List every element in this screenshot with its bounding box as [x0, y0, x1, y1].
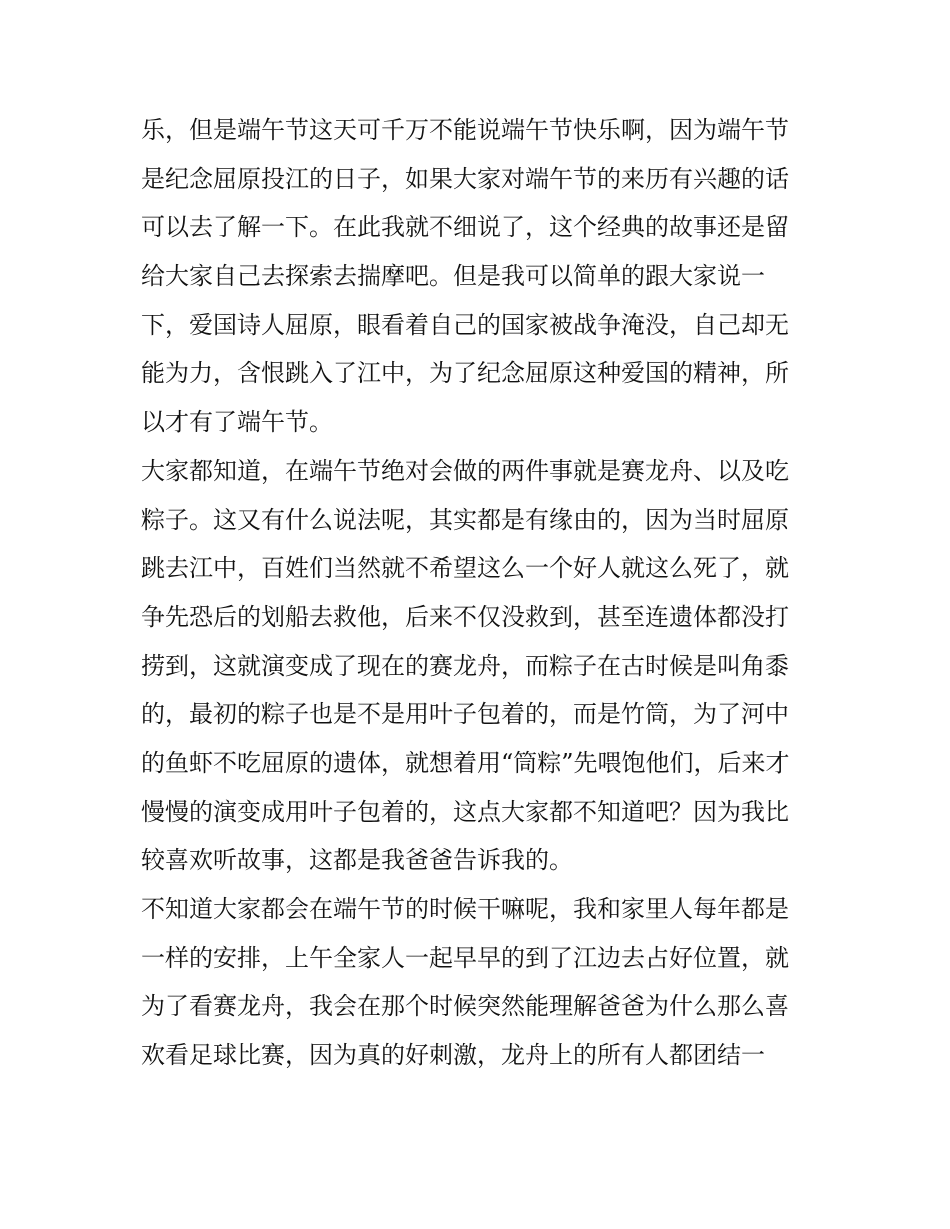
text-line: 以才有了端午节。 — [141, 408, 333, 437]
text-line: 是纪念屈原投江的日子，如果大家对端午节的来历有兴趣的话 — [141, 164, 789, 193]
text-line: 欢看足球比赛，因为真的好刺激，龙舟上的所有人都团结一 — [141, 1041, 765, 1070]
text-line: 给大家自己去探索去揣摩吧。但是我可以简单的跟大家说一 — [141, 262, 765, 291]
text-line: 争先恐后的划船去救他，后来不仅没救到，甚至连遗体都没打 — [141, 602, 789, 631]
text-line: 下，爱国诗人屈原，眼看着自己的国家被战争淹没，自己却无 — [141, 310, 789, 339]
text-line: 不知道大家都会在端午节的时候干嘛呢，我和家里人每年都是 — [141, 895, 789, 923]
text-line: 能为力，含恨跳入了江中，为了纪念屈原这种爱国的精神，所 — [141, 359, 789, 388]
text-line: 粽子。这又有什么说法呢，其实都是有缘由的，因为当时屈原 — [141, 505, 789, 534]
text-line: 的鱼虾不吃屈原的遗体，就想着用“筒粽”先喂饱他们，后来才 — [141, 748, 790, 777]
text-line: 的，最初的粽子也是不是用叶子包着的，而是竹筒，为了河中 — [141, 700, 789, 729]
text-line: 慢慢的演变成用叶子包着的，这点大家都不知道吧？因为我比 — [141, 797, 789, 826]
text-line: 可以去了解一下。在此我就不细说了，这个经典的故事还是留 — [141, 213, 789, 242]
document-body-text — [141, 106, 821, 1080]
text-line: 为了看赛龙舟，我会在那个时候突然能理解爸爸为什么那么喜 — [141, 992, 789, 1021]
text-line: 较喜欢听故事，这都是我爸爸告诉我的。 — [141, 846, 573, 875]
text-line: 大家都知道，在端午节绝对会做的两件事就是赛龙舟、以及吃 — [141, 456, 789, 485]
text-line: 跳去江中，百姓们当然就不希望这么一个好人就这么死了，就 — [141, 554, 789, 583]
text-line: 乐，但是端午节这天可千万不能说端午节快乐啊，因为端午节 — [141, 116, 789, 144]
text-line: 捞到，这就演变成了现在的赛龙舟，而粽子在古时候是叫角黍 — [141, 651, 789, 680]
text-line: 一样的安排，上午全家人一起早早的到了江边去占好位置，就 — [141, 943, 789, 972]
